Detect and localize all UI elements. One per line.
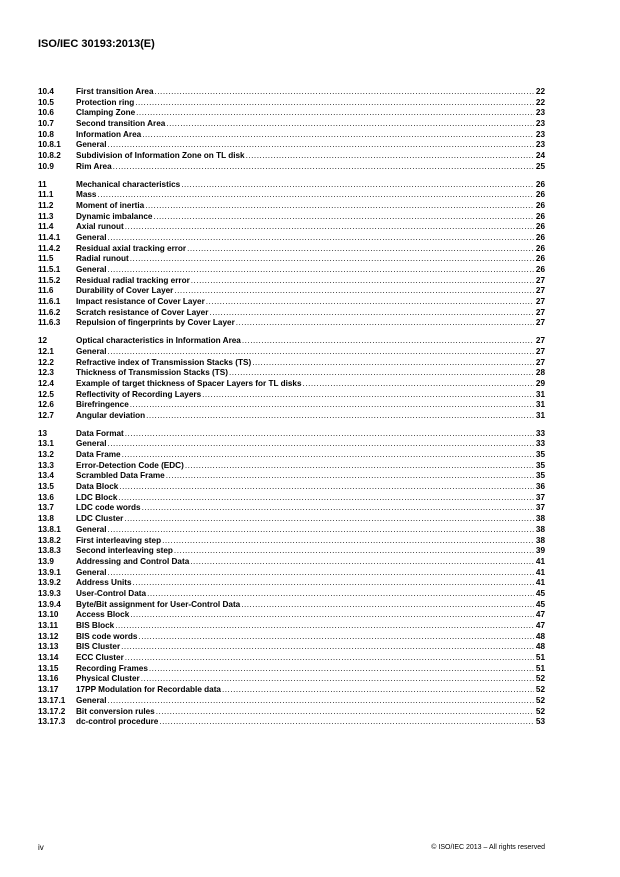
toc-entry-number: 11.3 bbox=[38, 211, 54, 221]
toc-entry[interactable] bbox=[38, 557, 545, 568]
toc-entry-page: 38 bbox=[535, 524, 545, 534]
toc-entry-page: 39 bbox=[535, 546, 545, 556]
toc-dot-leader bbox=[145, 201, 534, 212]
toc-entry[interactable] bbox=[38, 482, 545, 493]
toc-dot-leader bbox=[181, 180, 534, 191]
toc-entry-page: 26 bbox=[535, 254, 545, 264]
toc-entry-number: 11.6.3 bbox=[38, 318, 61, 328]
toc-entry-number: 13.3 bbox=[38, 460, 54, 470]
toc-entry-title: Error-Detection Code (EDC) bbox=[76, 460, 184, 470]
toc-entry[interactable] bbox=[38, 439, 545, 450]
toc-dot-leader bbox=[142, 503, 534, 514]
toc-entry-title: LDC Cluster bbox=[76, 514, 124, 524]
toc-dot-leader bbox=[97, 190, 534, 201]
toc-entry-page: 27 bbox=[535, 357, 545, 367]
toc-entry-title: Thickness of Transmission Stacks (TS) bbox=[76, 368, 228, 378]
toc-entry-page: 37 bbox=[535, 492, 545, 502]
toc-entry-title: First interleaving step bbox=[76, 535, 162, 545]
toc-entry-page: 52 bbox=[535, 674, 545, 684]
toc-entry-page: 29 bbox=[535, 378, 545, 388]
toc-entry-page: 27 bbox=[535, 346, 545, 356]
toc-entry[interactable] bbox=[38, 696, 545, 707]
toc-entry-title: First transition Area bbox=[76, 87, 154, 96]
toc-dot-leader bbox=[156, 707, 534, 718]
toc-entry[interactable] bbox=[38, 368, 545, 379]
toc-entry-number: 13.9.2 bbox=[38, 578, 61, 588]
toc-entry-number: 12.2 bbox=[38, 357, 54, 367]
toc-entry[interactable] bbox=[38, 546, 545, 557]
toc-entry-page: 23 bbox=[535, 108, 545, 118]
toc-entry-title: 17PP Modulation for Recordable data bbox=[76, 685, 221, 695]
toc-entry-page: 47 bbox=[535, 621, 545, 630]
toc-entry[interactable] bbox=[38, 717, 545, 728]
toc-entry[interactable] bbox=[38, 297, 545, 308]
toc-entry-title: Example of target thickness of Spacer Layers for TL disks bbox=[76, 378, 302, 388]
toc-entry-title: Data Block bbox=[76, 482, 119, 492]
toc-entry[interactable] bbox=[38, 244, 545, 255]
toc-entry[interactable] bbox=[38, 461, 545, 472]
toc-dot-leader bbox=[185, 461, 534, 472]
toc-dot-leader bbox=[108, 525, 535, 536]
toc-entry[interactable] bbox=[38, 318, 545, 329]
toc-entry-title: Mechanical characteristics bbox=[76, 179, 181, 189]
toc-entry[interactable] bbox=[38, 525, 545, 536]
toc-entry-number: 13.4 bbox=[38, 471, 54, 481]
toc-entry-title: Angular deviation bbox=[76, 410, 146, 420]
toc-entry-number: 13.9.3 bbox=[38, 588, 61, 598]
toc-entry-number: 12.6 bbox=[38, 400, 54, 410]
toc-entry-page: 31 bbox=[535, 389, 545, 399]
toc-entry-title: Scratch resistance of Cover Layer bbox=[76, 307, 209, 317]
toc-entry[interactable] bbox=[38, 151, 545, 162]
toc-entry-page: 41 bbox=[535, 556, 545, 566]
toc-dot-leader bbox=[246, 151, 534, 162]
toc-entry[interactable] bbox=[38, 493, 545, 504]
toc-entry-page: 24 bbox=[535, 151, 545, 161]
toc-dot-leader bbox=[149, 664, 534, 675]
toc-dot-leader bbox=[130, 254, 534, 265]
toc-group bbox=[38, 180, 545, 330]
toc-entry-number: 13.8 bbox=[38, 514, 54, 524]
toc-entry-page: 45 bbox=[535, 588, 545, 598]
toc-entry-number: 11.5.1 bbox=[38, 265, 61, 274]
toc-entry[interactable] bbox=[38, 379, 545, 390]
toc-entry-title: General bbox=[76, 524, 107, 534]
toc-entry[interactable] bbox=[38, 685, 545, 696]
toc-entry-title: Address Units bbox=[76, 578, 132, 588]
toc-group bbox=[38, 336, 545, 422]
toc-entry-page: 38 bbox=[535, 514, 545, 524]
toc-group bbox=[38, 429, 545, 728]
toc-dot-leader bbox=[121, 642, 534, 653]
toc-entry-number: 12.4 bbox=[38, 378, 54, 388]
toc-entry-number: 12.5 bbox=[38, 389, 54, 399]
toc-entry-page: 48 bbox=[535, 631, 545, 641]
toc-entry-title: User-Control Data bbox=[76, 588, 147, 598]
toc-entry-title: Radial runout bbox=[76, 254, 129, 264]
toc-entry-title: LDC Block bbox=[76, 492, 118, 502]
toc-entry[interactable] bbox=[38, 578, 545, 589]
toc-entry[interactable] bbox=[38, 390, 545, 401]
toc-entry-number: 13.8.1 bbox=[38, 524, 61, 534]
table-of-contents bbox=[38, 87, 545, 735]
toc-entry-number: 13.8.3 bbox=[38, 546, 61, 556]
toc-entry-page: 51 bbox=[535, 663, 545, 673]
toc-entry-page: 28 bbox=[535, 368, 545, 378]
toc-dot-leader bbox=[153, 212, 534, 223]
toc-entry[interactable] bbox=[38, 347, 545, 358]
toc-entry-number: 11.4.1 bbox=[38, 232, 61, 242]
toc-entry-title: Second interleaving step bbox=[76, 546, 173, 556]
toc-entry-number: 10.7 bbox=[38, 119, 54, 129]
toc-dot-leader bbox=[141, 674, 534, 685]
toc-entry[interactable] bbox=[38, 190, 545, 201]
toc-dot-leader bbox=[125, 653, 534, 664]
toc-entry-title: Access Block bbox=[76, 610, 130, 620]
toc-entry-page: 33 bbox=[535, 428, 545, 438]
toc-entry[interactable] bbox=[38, 600, 545, 611]
toc-dot-leader bbox=[162, 536, 534, 547]
toc-entry-title: ECC Cluster bbox=[76, 653, 124, 663]
toc-entry-title: Information Area bbox=[76, 129, 142, 139]
toc-entry-page: 27 bbox=[535, 307, 545, 317]
toc-entry[interactable] bbox=[38, 87, 545, 98]
toc-dot-leader bbox=[187, 244, 534, 255]
toc-entry-title: General bbox=[76, 140, 107, 150]
toc-entry-number: 10.4 bbox=[38, 87, 54, 96]
toc-dot-leader bbox=[119, 482, 534, 493]
toc-entry-title: Addressing and Control Data bbox=[76, 556, 190, 566]
toc-dot-leader bbox=[222, 685, 534, 696]
toc-entry-title: Byte/Bit assignment for User-Control Data bbox=[76, 599, 241, 609]
toc-dot-leader bbox=[125, 429, 534, 440]
toc-entry-title: Dynamic imbalance bbox=[76, 211, 153, 221]
toc-entry[interactable] bbox=[38, 286, 545, 297]
toc-entry-title: Residual radial tracking error bbox=[76, 275, 190, 285]
toc-entry-number: 13.14 bbox=[38, 653, 59, 663]
toc-dot-leader bbox=[108, 439, 535, 450]
toc-entry-number: 11.6.2 bbox=[38, 307, 61, 317]
toc-entry-title: Moment of inertia bbox=[76, 200, 145, 210]
toc-entry-title: Clamping Zone bbox=[76, 108, 136, 118]
toc-entry-page: 45 bbox=[535, 599, 545, 609]
toc-entry-number: 11.4 bbox=[38, 222, 54, 232]
toc-entry-page: 33 bbox=[535, 439, 545, 449]
toc-dot-leader bbox=[138, 632, 534, 643]
toc-dot-leader bbox=[130, 400, 534, 411]
toc-entry-number: 11.5 bbox=[38, 254, 54, 264]
toc-entry-page: 31 bbox=[535, 400, 545, 410]
toc-dot-leader bbox=[191, 276, 534, 287]
toc-entry-number: 11 bbox=[38, 179, 47, 189]
toc-entry[interactable] bbox=[38, 108, 545, 119]
toc-dot-leader bbox=[236, 318, 534, 329]
toc-entry-number: 13.10 bbox=[38, 610, 59, 620]
toc-entry-title: General bbox=[76, 695, 107, 705]
toc-entry-page: 23 bbox=[535, 140, 545, 150]
toc-entry[interactable] bbox=[38, 222, 545, 233]
toc-entry-number: 13.7 bbox=[38, 503, 54, 513]
toc-entry[interactable] bbox=[38, 503, 545, 514]
toc-entry-page: 27 bbox=[535, 275, 545, 285]
toc-entry-number: 10.5 bbox=[38, 97, 54, 107]
toc-dot-leader bbox=[190, 557, 534, 568]
toc-dot-leader bbox=[229, 368, 534, 379]
toc-entry-title: Rim Area bbox=[76, 161, 112, 171]
toc-entry[interactable] bbox=[38, 201, 545, 212]
copyright-notice: © ISO/IEC 2013 – All rights reserved bbox=[431, 844, 545, 851]
toc-entry-title: General bbox=[76, 439, 107, 449]
toc-entry-number: 11.6.1 bbox=[38, 297, 61, 307]
toc-entry-title: Protection ring bbox=[76, 97, 135, 107]
toc-entry-title: LDC code words bbox=[76, 503, 141, 513]
toc-entry-number: 13.1 bbox=[38, 439, 54, 449]
toc-entry[interactable] bbox=[38, 276, 545, 287]
toc-dot-leader bbox=[135, 98, 534, 109]
toc-entry-title: dc-control procedure bbox=[76, 717, 159, 727]
toc-dot-leader bbox=[252, 358, 534, 369]
toc-entry-page: 26 bbox=[535, 190, 545, 200]
toc-dot-leader bbox=[133, 578, 534, 589]
toc-entry-title: Refractive index of Transmission Stacks (TS) bbox=[76, 357, 252, 367]
toc-entry[interactable] bbox=[38, 140, 545, 151]
toc-entry-title: General bbox=[76, 567, 107, 577]
toc-entry-page: 26 bbox=[535, 265, 545, 274]
toc-entry-number: 12.7 bbox=[38, 410, 54, 420]
toc-entry[interactable] bbox=[38, 514, 545, 525]
toc-entry[interactable] bbox=[38, 119, 545, 130]
toc-dot-leader bbox=[115, 621, 534, 632]
toc-dot-leader bbox=[303, 379, 534, 390]
toc-entry-number: 13.8.2 bbox=[38, 535, 61, 545]
toc-entry-number: 13.17.1 bbox=[38, 695, 66, 705]
toc-entry-title: Durability of Cover Layer bbox=[76, 286, 174, 296]
toc-entry[interactable] bbox=[38, 642, 545, 653]
toc-entry-title: General bbox=[76, 232, 107, 242]
toc-entry[interactable] bbox=[38, 336, 545, 347]
toc-entry-page: 52 bbox=[535, 695, 545, 705]
toc-entry-page: 27 bbox=[535, 336, 545, 346]
toc-entry[interactable] bbox=[38, 589, 545, 600]
toc-dot-leader bbox=[147, 589, 534, 600]
toc-entry-page: 23 bbox=[535, 119, 545, 129]
toc-group bbox=[38, 87, 545, 173]
toc-entry[interactable] bbox=[38, 308, 545, 319]
toc-entry[interactable] bbox=[38, 653, 545, 664]
toc-entry-number: 10.9 bbox=[38, 161, 54, 171]
toc-entry-title: Repulsion of fingerprints by Cover Layer bbox=[76, 318, 235, 328]
toc-entry[interactable] bbox=[38, 471, 545, 482]
toc-entry[interactable] bbox=[38, 664, 545, 675]
toc-entry-title: Birefringence bbox=[76, 400, 129, 410]
toc-entry-number: 13.9.1 bbox=[38, 567, 61, 577]
toc-dot-leader bbox=[122, 450, 534, 461]
toc-dot-leader bbox=[202, 390, 534, 401]
toc-dot-leader bbox=[209, 308, 534, 319]
toc-entry-page: 22 bbox=[535, 97, 545, 107]
toc-entry[interactable] bbox=[38, 212, 545, 223]
toc-entry-page: 52 bbox=[535, 685, 545, 695]
toc-entry-number: 13.9.4 bbox=[38, 599, 61, 609]
toc-entry-title: Axial runout bbox=[76, 222, 124, 232]
toc-entry-number: 12 bbox=[38, 336, 48, 346]
toc-entry-page: 48 bbox=[535, 642, 545, 652]
toc-entry[interactable] bbox=[38, 450, 545, 461]
toc-dot-leader bbox=[146, 411, 534, 422]
toc-entry-page: 37 bbox=[535, 503, 545, 513]
toc-entry-number: 13.17.3 bbox=[38, 717, 66, 727]
toc-entry-page: 26 bbox=[535, 179, 545, 189]
toc-entry-title: Reflectivity of Recording Layers bbox=[76, 389, 202, 399]
toc-entry-title: BIS Block bbox=[76, 621, 115, 630]
toc-dot-leader bbox=[174, 286, 534, 297]
toc-entry-number: 13.9 bbox=[38, 556, 54, 566]
toc-entry[interactable] bbox=[38, 429, 545, 440]
toc-entry[interactable] bbox=[38, 265, 545, 276]
toc-dot-leader bbox=[108, 568, 535, 579]
toc-dot-leader bbox=[108, 140, 535, 151]
toc-entry-number: 13.12 bbox=[38, 631, 59, 641]
toc-entry-title: BIS code words bbox=[76, 631, 138, 641]
toc-dot-leader bbox=[206, 297, 534, 308]
toc-entry-page: 36 bbox=[535, 482, 545, 492]
toc-entry-number: 13.16 bbox=[38, 674, 59, 684]
toc-entry-page: 41 bbox=[535, 578, 545, 588]
toc-entry-title: General bbox=[76, 346, 107, 356]
toc-entry[interactable] bbox=[38, 707, 545, 718]
toc-entry-number: 12.1 bbox=[38, 346, 54, 356]
toc-entry[interactable] bbox=[38, 411, 545, 422]
toc-dot-leader bbox=[136, 108, 534, 119]
toc-entry-number: 10.8.1 bbox=[38, 140, 61, 150]
toc-dot-leader bbox=[241, 600, 534, 611]
toc-entry-page: 38 bbox=[535, 535, 545, 545]
toc-dot-leader bbox=[108, 265, 535, 276]
toc-entry-number: 13.17 bbox=[38, 685, 59, 695]
toc-entry-title: Residual axial tracking error bbox=[76, 243, 187, 253]
toc-entry-number: 13.17.2 bbox=[38, 706, 66, 716]
toc-entry-title: Impact resistance of Cover Layer bbox=[76, 297, 205, 307]
toc-dot-leader bbox=[125, 222, 534, 233]
toc-entry-number: 11.4.2 bbox=[38, 243, 61, 253]
toc-entry-page: 22 bbox=[535, 87, 545, 96]
toc-entry-number: 10.6 bbox=[38, 108, 54, 118]
toc-dot-leader bbox=[166, 119, 534, 130]
toc-entry-page: 27 bbox=[535, 286, 545, 296]
document-id-header: ISO/IEC 30193:2013(E) bbox=[38, 38, 155, 50]
toc-entry[interactable] bbox=[38, 254, 545, 265]
toc-entry[interactable] bbox=[38, 358, 545, 369]
toc-entry-number: 11.6 bbox=[38, 286, 54, 296]
toc-dot-leader bbox=[130, 610, 534, 621]
toc-dot-leader bbox=[113, 162, 534, 173]
toc-entry-page: 53 bbox=[535, 717, 545, 727]
toc-entry-page: 23 bbox=[535, 129, 545, 139]
toc-entry-number: 10.8 bbox=[38, 129, 54, 139]
toc-entry-page: 52 bbox=[535, 706, 545, 716]
toc-dot-leader bbox=[124, 514, 534, 525]
toc-entry-number: 10.8.2 bbox=[38, 151, 61, 161]
toc-entry-title: General bbox=[76, 265, 107, 274]
toc-dot-leader bbox=[159, 717, 534, 728]
toc-entry[interactable] bbox=[38, 632, 545, 643]
toc-entry-title: Bit conversion rules bbox=[76, 706, 155, 716]
toc-entry-title: Subdivision of Information Zone on TL disk bbox=[76, 151, 245, 161]
toc-entry-title: Scrambled Data Frame bbox=[76, 471, 165, 481]
toc-entry-page: 35 bbox=[535, 471, 545, 481]
toc-entry-page: 47 bbox=[535, 610, 545, 620]
toc-entry[interactable] bbox=[38, 621, 545, 632]
toc-entry-number: 13.6 bbox=[38, 492, 54, 502]
toc-entry-title: Second transition Area bbox=[76, 119, 166, 129]
toc-dot-leader bbox=[166, 471, 534, 482]
toc-entry-page: 26 bbox=[535, 243, 545, 253]
toc-dot-leader bbox=[108, 233, 535, 244]
toc-entry[interactable] bbox=[38, 98, 545, 109]
toc-entry-page: 26 bbox=[535, 211, 545, 221]
toc-entry-page: 27 bbox=[535, 297, 545, 307]
toc-entry-title: Optical characteristics in Information Area bbox=[76, 336, 241, 346]
toc-entry-page: 25 bbox=[535, 161, 545, 171]
toc-dot-leader bbox=[108, 696, 535, 707]
toc-entry-number: 12.3 bbox=[38, 368, 54, 378]
toc-entry-page: 26 bbox=[535, 222, 545, 232]
toc-entry-page: 35 bbox=[535, 460, 545, 470]
toc-entry-title: Data Format bbox=[76, 428, 124, 438]
toc-entry-page: 26 bbox=[535, 232, 545, 242]
toc-entry[interactable] bbox=[38, 610, 545, 621]
toc-entry[interactable] bbox=[38, 130, 545, 141]
toc-dot-leader bbox=[108, 347, 535, 358]
toc-entry-page: 41 bbox=[535, 567, 545, 577]
toc-entry-title: Data Frame bbox=[76, 450, 121, 459]
toc-entry-page: 31 bbox=[535, 410, 545, 420]
toc-entry-number: 13.11 bbox=[38, 621, 59, 630]
toc-entry[interactable] bbox=[38, 536, 545, 547]
toc-entry-page: 51 bbox=[535, 653, 545, 663]
toc-entry-number: 13.15 bbox=[38, 663, 59, 673]
toc-entry-title: Recording Frames bbox=[76, 663, 148, 673]
toc-dot-leader bbox=[242, 336, 534, 347]
toc-entry-number: 13 bbox=[38, 428, 48, 438]
toc-entry-title: Physical Cluster bbox=[76, 674, 140, 684]
toc-entry-title: Mass bbox=[76, 190, 97, 200]
toc-entry[interactable] bbox=[38, 162, 545, 173]
toc-entry-page: 26 bbox=[535, 200, 545, 210]
toc-entry-number: 11.2 bbox=[38, 200, 54, 210]
toc-entry-page: 35 bbox=[535, 450, 545, 459]
toc-entry[interactable] bbox=[38, 400, 545, 411]
toc-dot-leader bbox=[174, 546, 534, 557]
toc-entry-number: 11.5.2 bbox=[38, 275, 61, 285]
toc-dot-leader bbox=[155, 87, 535, 98]
toc-dot-leader bbox=[118, 493, 534, 504]
toc-entry[interactable] bbox=[38, 674, 545, 685]
toc-entry-number: 13.5 bbox=[38, 482, 54, 492]
toc-dot-leader bbox=[142, 130, 534, 141]
toc-entry[interactable] bbox=[38, 568, 545, 579]
toc-entry-number: 13.13 bbox=[38, 642, 59, 652]
page-number: iv bbox=[38, 843, 44, 852]
toc-entry[interactable] bbox=[38, 180, 545, 191]
toc-entry-page: 27 bbox=[535, 318, 545, 328]
toc-entry-title: BIS Cluster bbox=[76, 642, 121, 652]
toc-entry-number: 11.1 bbox=[38, 190, 54, 200]
toc-entry[interactable] bbox=[38, 233, 545, 244]
toc-entry-number: 13.2 bbox=[38, 450, 54, 459]
